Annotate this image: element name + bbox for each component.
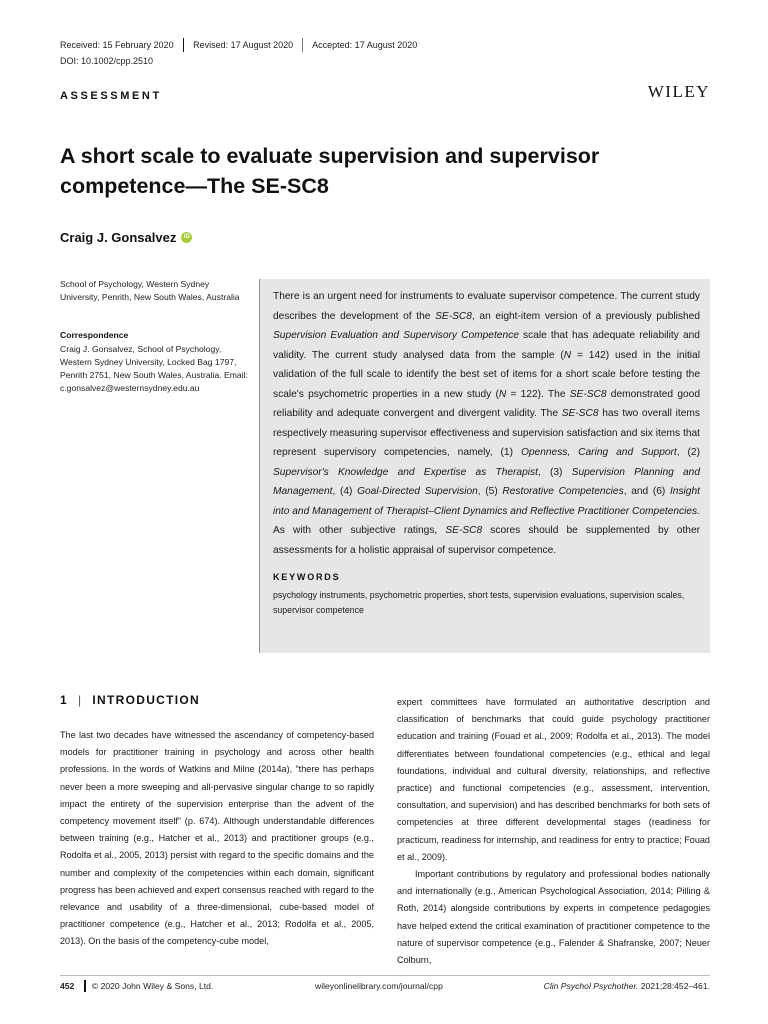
section-heading bbox=[60, 693, 200, 707]
keywords-heading: KEYWORDS bbox=[273, 572, 341, 582]
body-column-right bbox=[397, 694, 710, 969]
orcid-icon[interactable]: iD bbox=[181, 232, 192, 243]
paragraph: expert committees have formulated an authoritative description and classification of benchmarks that could guide psychology practitioner education and training (Fouad et al., 2009; Rodolfa et al., 2013). The model differentiates between foundational competencies (e.g., ethical and legal foundations, individual and cultural diversity, relationships, and reflective practice) and functional competencies (e.g., assessment, intervention, consultation, and supervision) and has described benchmarks for both sets of competencies at three different developmental stages (readiness for practicum, readiness for internship, and readiness for entry to practice; Fouad et al., 2009). bbox=[397, 697, 710, 862]
paragraph: Important contributions by regulatory and professional bodies nationally and internationally (e.g., American Psychological Association, 2014; Pilling & Roth, 2014) alongside contributions by experts in competence pedagogies have helped extend the critical examination of practitioner competence to the nature of supervisor competence (e.g., Falender & Shafranske, 2007; Neuer Colburn, bbox=[397, 869, 710, 966]
divider bbox=[84, 980, 86, 992]
affiliation: School of Psychology, Western Sydney University, Penrith, New South Wales, Australia bbox=[60, 279, 240, 302]
section-number: 1 bbox=[60, 693, 68, 707]
article-dates bbox=[60, 38, 426, 52]
correspondence-heading: Correspondence bbox=[60, 330, 129, 340]
author-name[interactable]: Craig J. Gonsalvez bbox=[60, 230, 177, 245]
author-line bbox=[60, 230, 192, 245]
page-footer bbox=[60, 980, 710, 992]
page-number: 452 bbox=[60, 981, 75, 991]
journal-citation bbox=[544, 981, 710, 991]
abstract-text: There is an urgent need for instruments to evaluate supervisor competence. The current study describes the development of the SE-SC8, an eight-item version of a previously published Supervision Evaluation and Supervisory Competence scale that has adequate reliability and validity. The current study analysed data from the sample (N = 142) used in the initial validation of the full scale to identify the best set of items for a short scale before testing the scale's psychometric properties in a new study (N = 122). The SE-SC8 demonstrated good reliability and adequate convergent and divergent validity. The SE-SC8 has two overall items respectively measuring supervisor effectiveness and supervision satisfaction and six items that represent supervisory competencies, namely, (1) Openness, Caring and Support, (2) Supervisor's Knowledge and Expertise as Therapist, (3) Supervision Planning and Management, (4) Goal-Directed Supervision, (5) Restorative Competencies, and (6) Insight into and Management of Therapist–Client Dynamics and Reflective Practitioner Competencies. As with other subjective ratings, SE-SC8 scores should be supplemented by other assessments for a holistic appraisal of supervisor competence. bbox=[273, 291, 701, 556]
body-column-left bbox=[60, 727, 374, 951]
accepted-date: Accepted: 17 August 2020 bbox=[312, 40, 418, 50]
keywords-list: psychology instruments, psychometric properties, short tests, supervision evaluations, supervision scales, supervisor competence bbox=[273, 590, 685, 615]
publisher-logo: WILEY bbox=[647, 82, 710, 101]
section-separator: | bbox=[77, 693, 83, 707]
copyright: © 2020 John Wiley & Sons, Ltd. bbox=[91, 981, 214, 991]
section-label: ASSESSMENT bbox=[60, 90, 162, 102]
correspondence: Craig J. Gonsalvez, School of Psychology, Western Sydney University, Locked Bag 1797, Penrith 2751, New South Wales, Australia. Email: c.gonsalvez@westernsydney.edu.au bbox=[60, 344, 248, 393]
footer-divider bbox=[60, 975, 710, 976]
paragraph: The last two decades have witnessed the ascendancy of competency-based models for practitioner training in psychology and across other health professions. In the words of Watkins and Milne (2014a), “there has perhaps never been a more sweeping and all-pervasive singular change to so rapidly impact the entirety of the supervision enterprise than the advent of the competency movement itself” (p. 674). Although understandable differences between training (e.g., Hatcher et al., 2013) and practitioner groups (e.g., Rodolfa et al., 2005, 2013) persist with regard to the specific domains and the number and complexity of the competencies within each domain, significant progress has been achieved and expert consensus reached with regard to the relevance and usability of a three-dimensional, cube-based model of practitioner competence (e.g., Hatcher et al., 2013; Rodolfa et al., 2005, 2013). On the basis of the competency-cube model, bbox=[60, 730, 374, 947]
doi[interactable]: DOI: 10.1002/cpp.2510 bbox=[60, 56, 154, 66]
section-title: INTRODUCTION bbox=[92, 693, 200, 707]
article-title: A short scale to evaluate supervision and supervisor competence—The SE-SC8 bbox=[60, 144, 600, 198]
revised-date: Revised: 17 August 2020 bbox=[193, 40, 294, 50]
received-date: Received: 15 February 2020 bbox=[60, 40, 174, 50]
journal-name: Clin Psychol Psychother. bbox=[543, 981, 639, 991]
journal-url[interactable]: wileyonlinelibrary.com/journal/cpp bbox=[315, 981, 443, 991]
citation: 2021;28:452–461. bbox=[640, 981, 710, 991]
abstract-box bbox=[259, 279, 710, 653]
